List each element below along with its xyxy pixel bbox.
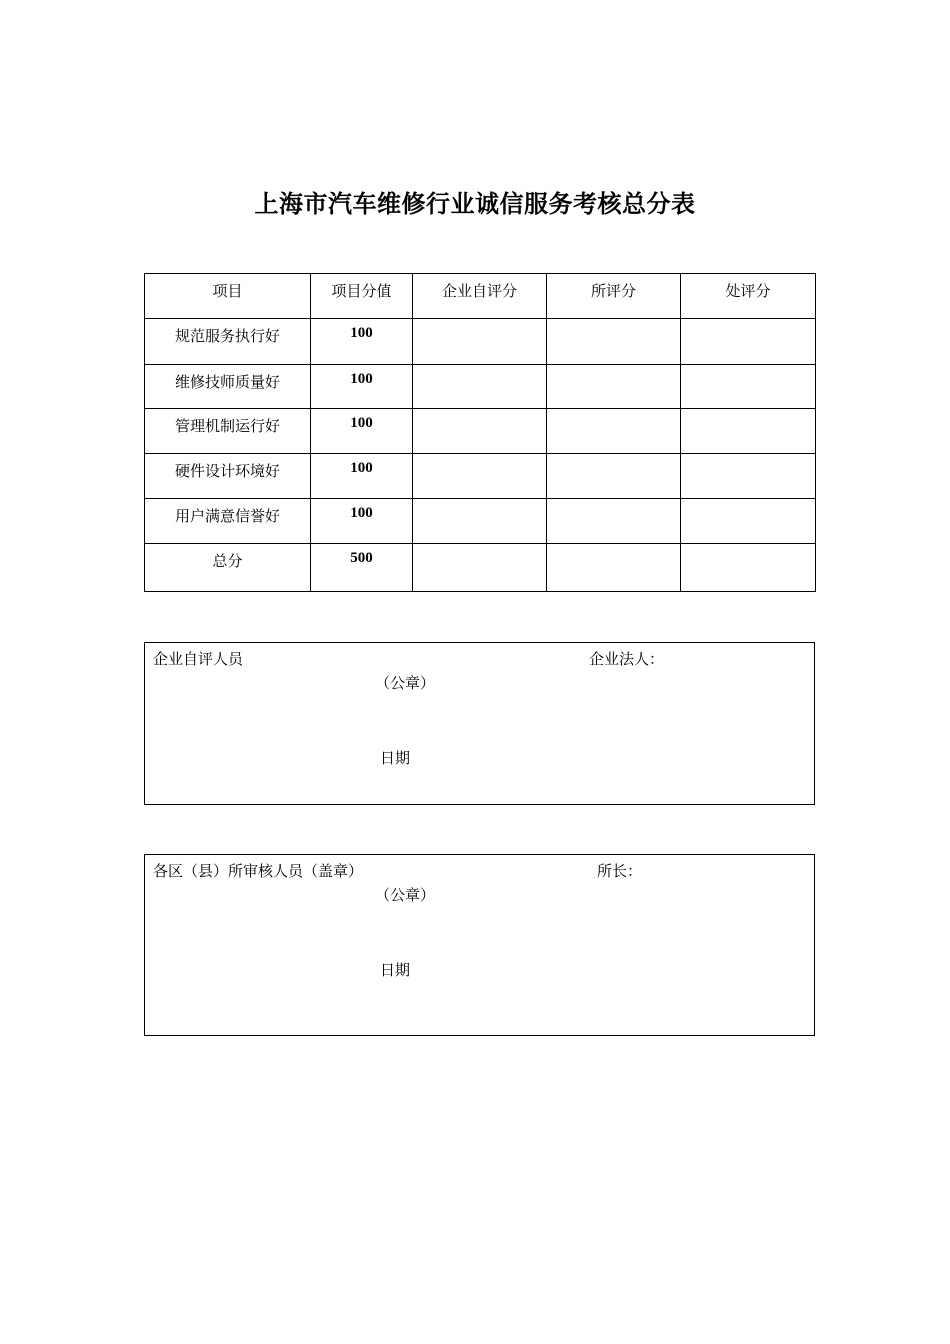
row-item-label: 规范服务执行好 xyxy=(145,319,311,365)
legal-person-label: 企业法人： xyxy=(589,650,665,668)
table-row xyxy=(145,319,816,365)
self-score-cell[interactable] xyxy=(413,365,547,409)
station-head-label: 所长： xyxy=(597,862,643,880)
row-item-label: 维修技师质量好 xyxy=(145,365,311,409)
station-score-cell[interactable] xyxy=(547,365,681,409)
table-total-row xyxy=(145,544,816,592)
table-row xyxy=(145,499,816,544)
total-label: 总分 xyxy=(145,544,311,592)
district-staff-label: 各区（县）所审核人员（盖章） xyxy=(153,862,364,880)
self-score-total-cell[interactable] xyxy=(413,544,547,592)
self-eval-staff-label: 企业自评人员 xyxy=(153,650,244,668)
row-score-value: 100 xyxy=(311,499,413,544)
row-item-label: 用户满意信誉好 xyxy=(145,499,311,544)
seal-label: （公章） xyxy=(375,674,436,692)
total-score-value: 500 xyxy=(311,544,413,592)
office-score-cell[interactable] xyxy=(681,454,816,499)
station-score-cell[interactable] xyxy=(547,409,681,454)
score-table xyxy=(144,273,816,592)
page-title: 上海市汽车维修行业诚信服务考核总分表 xyxy=(254,189,696,218)
self-score-cell[interactable] xyxy=(413,499,547,544)
table-row xyxy=(145,409,816,454)
office-score-cell[interactable] xyxy=(681,499,816,544)
office-score-cell[interactable] xyxy=(681,319,816,365)
office-score-cell[interactable] xyxy=(681,365,816,409)
self-score-cell[interactable] xyxy=(413,409,547,454)
table-row xyxy=(145,365,816,409)
date-label: 日期 xyxy=(380,961,411,979)
row-score-value: 100 xyxy=(311,409,413,454)
header-station-score: 所评分 xyxy=(547,274,681,319)
row-item-label: 硬件设计环境好 xyxy=(145,454,311,499)
table-row xyxy=(145,454,816,499)
station-score-total-cell[interactable] xyxy=(547,544,681,592)
self-score-cell[interactable] xyxy=(413,454,547,499)
station-score-cell[interactable] xyxy=(547,499,681,544)
header-office-score: 处评分 xyxy=(681,274,816,319)
self-evaluation-box xyxy=(144,642,815,805)
header-score: 项目分值 xyxy=(311,274,413,319)
table-header-row xyxy=(145,274,816,319)
date-label: 日期 xyxy=(380,749,411,767)
row-score-value: 100 xyxy=(311,319,413,365)
station-score-cell[interactable] xyxy=(547,319,681,365)
row-score-value: 100 xyxy=(311,365,413,409)
office-score-cell[interactable] xyxy=(681,409,816,454)
station-score-cell[interactable] xyxy=(547,454,681,499)
header-item: 项目 xyxy=(145,274,311,319)
district-evaluation-box xyxy=(144,854,815,1036)
self-score-cell[interactable] xyxy=(413,319,547,365)
header-self-score: 企业自评分 xyxy=(413,274,547,319)
row-item-label: 管理机制运行好 xyxy=(145,409,311,454)
row-score-value: 100 xyxy=(311,454,413,499)
office-score-total-cell[interactable] xyxy=(681,544,816,592)
seal-label: （公章） xyxy=(375,886,436,904)
